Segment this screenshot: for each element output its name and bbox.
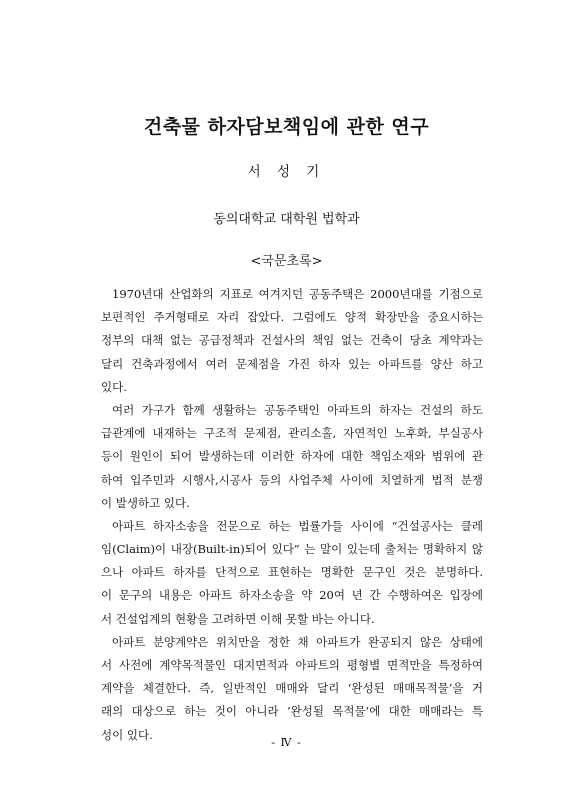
abstract-label: <국문초록> — [250, 254, 323, 269]
paragraph — [101, 631, 483, 747]
text-line: 여러 가구가 함께 생활하는 공동주택인 아파트의 하자는 건설의 하도 — [112, 402, 483, 417]
text-line: 급관계에 내재하는 구조적 문제점, 관리소홀, 자연적인 노후화, 부실공사 — [101, 426, 483, 441]
paragraph — [101, 515, 483, 631]
text-line: 이 발생하고 있다. — [101, 495, 190, 510]
abstract-body — [101, 283, 483, 747]
text-line: 보편적인 주거형태로 자리 잡았다. 그럼에도 양적 확장만을 중요시하는 — [101, 310, 483, 325]
text-line: 이 문구의 내용은 아파트 하자소송을 약 20여 년 간 수행하여온 입장에 — [101, 588, 483, 603]
text-line: 계약을 체결한다. 즉, 일반적인 매매와 달리 ‘완성된 매매목적물’을 거 — [101, 681, 483, 696]
paragraph — [101, 399, 483, 515]
page-number: - Ⅳ - — [271, 736, 302, 749]
text-line: 등이 원인이 되어 발생하는데 이러한 하자에 대한 책임소재와 범위에 관 — [101, 449, 483, 464]
text-line: 서 사전에 계약목적물인 대지면적과 아파트의 평형별 면적만을 특정하여 — [101, 658, 483, 672]
text-line: 달리 건축과정에서 여러 문제점을 가진 하자 있는 아파트를 양산 하고 — [101, 356, 483, 371]
text-line: 성이 있다. — [101, 727, 153, 742]
author-name: 서 성 기 — [247, 164, 326, 180]
text-line: 임(Claim)이 내장(Built-in)되어 있다” 는 말이 있는데 출처는 명확하지 않 — [101, 542, 483, 557]
text-line: 아파트 분양계약은 위치만을 정한 채 아파트가 완공되지 않은 상태에 — [112, 634, 483, 649]
text-line: 1970년대 산업화의 지표로 여겨지던 공동주택은 2000년대를 기점으로 — [112, 287, 483, 301]
page-title: 건축물 하자담보책임에 관한 연구 — [143, 116, 430, 138]
text-line: 으나 아파트 하자를 단적으로 표현하는 명확한 문구인 것은 분명하다. — [101, 565, 483, 580]
text-line: 래의 대상으로 하는 것이 아니라 ‘완성될 목적물’에 대한 매매라는 특 — [101, 704, 483, 719]
text-line: 서 건설업계의 현황을 고려하면 이해 못할 바는 아니다. — [101, 611, 375, 626]
text-line: 하여 입주민과 시행사,시공사 등의 사업주체 사이에 치열하게 법적 분쟁 — [101, 472, 483, 487]
paragraph — [101, 283, 483, 399]
text-line: 정부의 대책 없는 공급정책과 건설사의 책임 없는 건축이 당초 계약과는 — [101, 333, 483, 348]
affiliation: 동의대학교 대학원 법학과 — [213, 212, 360, 227]
text-line: 있다. — [101, 379, 127, 394]
text-line: 아파트 하자소송을 전문으로 하는 법률가들 사이에 “건설공사는 클레 — [112, 518, 483, 533]
